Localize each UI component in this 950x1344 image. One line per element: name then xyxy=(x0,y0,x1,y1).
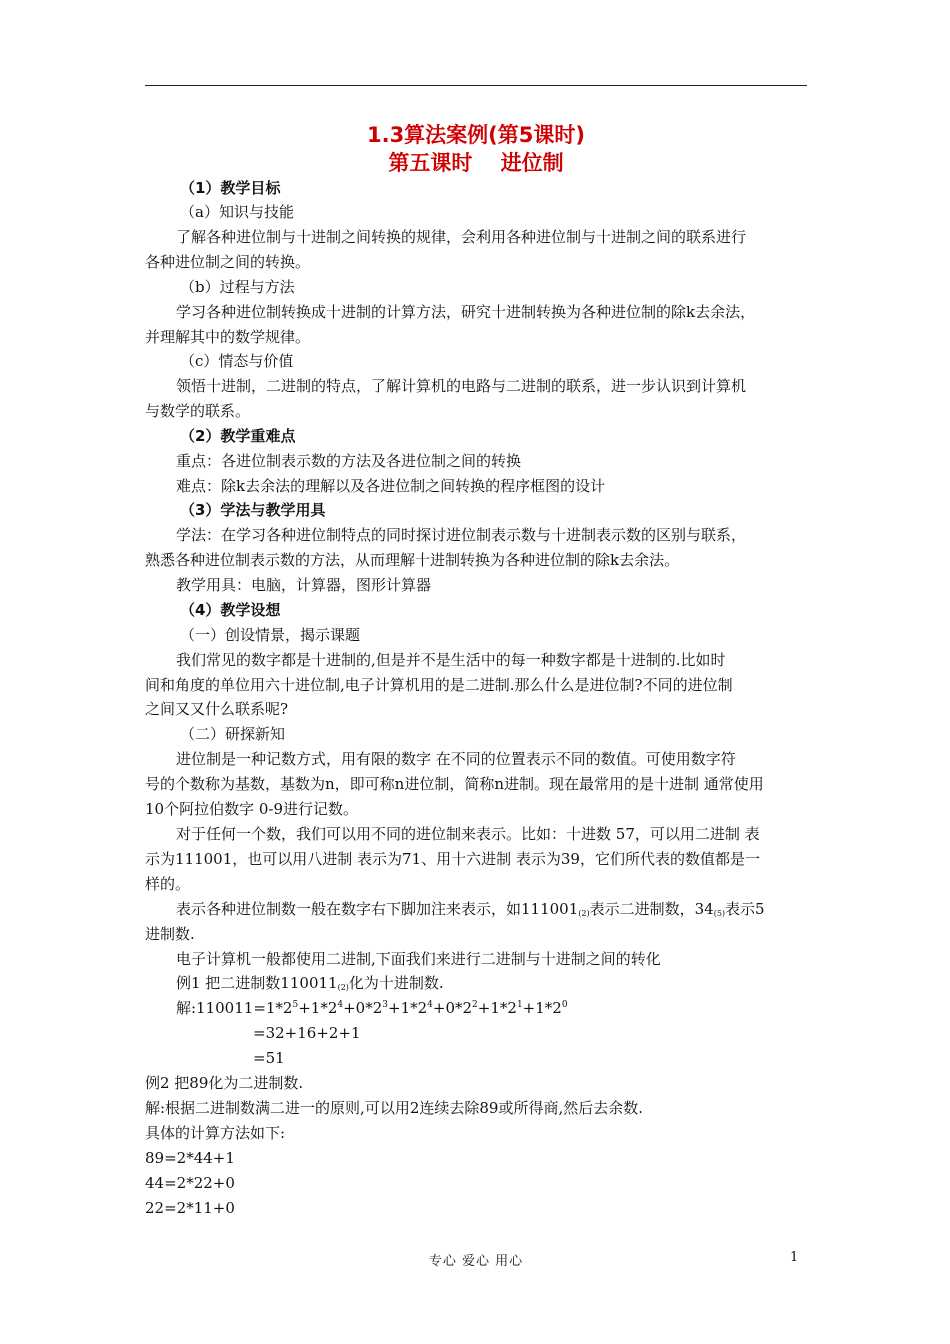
exponent: 1 xyxy=(516,1000,523,1010)
text-run: +1*2 xyxy=(477,999,517,1017)
calc-intro: 具体的计算方法如下: xyxy=(145,1124,286,1142)
text-run: 解:110011=1*2 xyxy=(176,999,293,1017)
calc-step: 44=2*22+0 xyxy=(145,1174,235,1192)
paragraph-line: 各种进位制之间的转换。 xyxy=(145,253,311,271)
subsection-label: （b）过程与方法 xyxy=(180,278,295,296)
page-number: 1 xyxy=(790,1250,799,1265)
text-run: 化为十进制数. xyxy=(348,974,444,992)
paragraph-line: 我们常见的数字都是十进制的,但是并不是生活中的每一种数字都是十进制的.比如时 xyxy=(176,651,726,669)
paragraph-line: 教学用具：电脑，计算器，图形计算器 xyxy=(176,576,432,594)
paragraph-line: 电子计算机一般都使用二进制,下面我们来进行二进制与十进制之间的转化 xyxy=(176,950,661,968)
paragraph-line: 熟悉各种进位制表示数的方法，从而理解十进制转换为各种进位制的除k去余法。 xyxy=(145,551,680,569)
paragraph-line: 进位制是一种记数方式，用有限的数字 在不同的位置表示不同的数值。可使用数字符 xyxy=(176,750,736,768)
paragraph-line xyxy=(176,899,856,919)
paragraph-line: 与数学的联系。 xyxy=(145,402,251,420)
section-heading-key-points: （2）教学重难点 xyxy=(180,427,296,445)
exponent: 4 xyxy=(427,1000,433,1010)
subsection-label: （c）情态与价值 xyxy=(180,352,294,370)
paragraph-line: 学习各种进位制转换成十进制的计算方法，研究十进制转换为各种进位制的除k去余法， xyxy=(176,303,756,321)
subsection-label: （二）研探新知 xyxy=(180,725,286,743)
solution-2: 解:根据二进制数满二进一的原则,可以用2连续去除89或所得商,然后去余数. xyxy=(145,1099,643,1117)
paragraph-line: 难点：除k去余法的理解以及各进位制之间转换的程序框图的设计 xyxy=(176,477,606,495)
calc-step: 89=2*44+1 xyxy=(145,1149,235,1167)
section-heading-design: （4）教学设想 xyxy=(180,601,281,619)
paragraph-line: 之间又又什么联系呢? xyxy=(145,700,289,718)
exponent: 0 xyxy=(561,1000,568,1010)
solution-1-line-2: =32+16+2+1 xyxy=(253,1024,361,1042)
text-run: 表示5 xyxy=(725,900,765,918)
subsection-label: （a）知识与技能 xyxy=(180,203,294,221)
paragraph-line: 间和角度的单位用六十进位制,电子计算机用的是二进制.那么什么是进位制?不同的进位制 xyxy=(145,676,733,694)
paragraph-line: 样的。 xyxy=(145,875,191,893)
text-run: 例1 把二进制数110011 xyxy=(176,974,338,992)
exponent: 4 xyxy=(337,1000,344,1010)
text-run: +1*2 xyxy=(388,999,428,1017)
section-heading-objectives: （1）教学目标 xyxy=(180,179,281,197)
paragraph-line: 重点：各进位制表示数的方法及各进位制之间的转换 xyxy=(176,452,522,470)
example-2: 例2 把89化为二进制数. xyxy=(145,1074,304,1092)
base-subscript: (2) xyxy=(337,983,349,992)
exponent: 5 xyxy=(292,1000,299,1010)
text-run: 表示各种进位制数一般在数字右下脚加注来表示，如111001 xyxy=(176,900,579,918)
text-run: +0*2 xyxy=(432,999,473,1017)
section-heading-methods: （3）学法与教学用具 xyxy=(180,501,326,519)
header-rule xyxy=(145,85,807,86)
solution-1-line-3: =51 xyxy=(253,1049,285,1067)
paragraph-line: 进制数. xyxy=(145,925,195,943)
text-run: 表示二进制数，34 xyxy=(589,900,714,918)
paragraph-line: 10个阿拉伯数字 0-9进行记数。 xyxy=(145,800,359,818)
base-subscript: (2) xyxy=(578,909,590,918)
paragraph-line: 号的个数称为基数，基数为n，即可称n进位制，简称n进制。现在最常用的是十进制 通常使用 xyxy=(145,775,764,793)
example-1 xyxy=(176,973,856,993)
document-subtitle: 第五课时 进位制 xyxy=(388,151,564,175)
paragraph-line: 并理解其中的数学规律。 xyxy=(145,328,311,346)
paragraph-line: 领悟十进制，二进制的特点，了解计算机的电路与二进制的联系，进一步认识到计算机 xyxy=(176,377,747,395)
text-run: +0*2 xyxy=(343,999,383,1017)
subsection-label: （一）创设情景，揭示课题 xyxy=(180,626,361,644)
text-run: +1*2 xyxy=(298,999,338,1017)
calc-step: 22=2*11+0 xyxy=(145,1199,235,1217)
paragraph-line: 对于任何一个数，我们可以用不同的进位制来表示。比如：十进数 57，可以用二进制 表 xyxy=(176,825,760,843)
exponent: 2 xyxy=(472,1000,478,1010)
paragraph-line: 学法：在学习各种进位制特点的同时探讨进位制表示数与十进制表示数的区别与联系， xyxy=(176,526,747,544)
base-subscript: (5) xyxy=(713,909,726,918)
document-title: 1.3算法案例(第5课时) xyxy=(366,123,585,147)
solution-1-line-1 xyxy=(176,998,856,1018)
text-run: +1*2 xyxy=(522,999,562,1017)
paragraph-line: 示为111001，也可以用八进制 表示为71、用十六进制 表示为39，它们所代表的数值都是一 xyxy=(145,850,760,868)
exponent: 3 xyxy=(382,1000,388,1010)
paragraph-line: 了解各种进位制与十进制之间转换的规律，会利用各种进位制与十进制之间的联系进行 xyxy=(176,228,747,246)
page-footer: 专心 爱心 用心 xyxy=(428,1254,524,1269)
